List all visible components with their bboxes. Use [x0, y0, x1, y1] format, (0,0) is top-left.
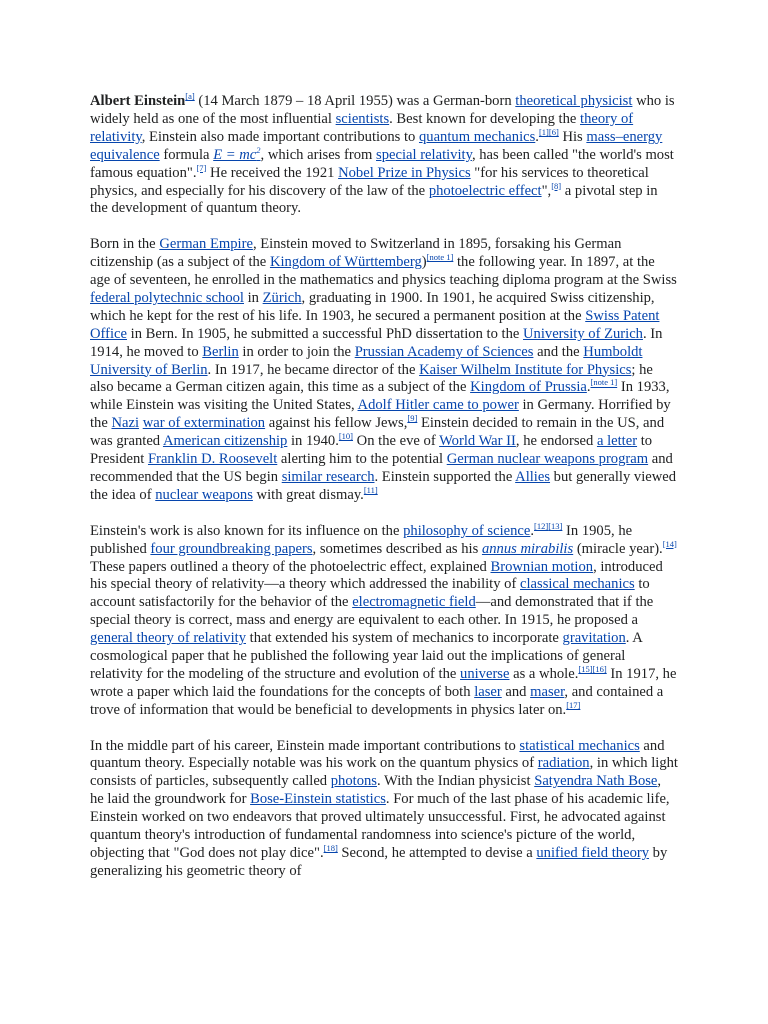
wiki-link[interactable]: Kingdom of Württemberg [269, 254, 422, 271]
wiki-link[interactable]: war of extermination [142, 415, 266, 432]
body-text: ", [541, 182, 552, 199]
body-text: with great dismay. [252, 486, 364, 503]
citation-ref [427, 252, 454, 262]
citation-ref [663, 539, 677, 549]
wiki-link[interactable] [482, 541, 573, 557]
citation-ref [407, 413, 417, 423]
body-text: in Germany. Horrified by the [90, 397, 671, 432]
citation-link[interactable]: [8] [551, 180, 562, 191]
body-text: and quantum theory. Especially notable was his work on the quantum physics of [90, 737, 665, 772]
body-text: . Einstein supported the [374, 469, 516, 486]
citation-link[interactable]: [6] [548, 126, 559, 137]
citation-ref [324, 843, 338, 853]
body-text: formula [159, 146, 214, 163]
body-text: In 1917, he wrote a paper which laid the foundations for the concepts of both [90, 665, 677, 700]
body-text: . [535, 128, 539, 145]
citation-link[interactable]: [1] [538, 126, 549, 137]
body-text: as a whole. [509, 665, 579, 682]
citation-ref [566, 700, 580, 710]
citation-link[interactable]: [18] [323, 843, 338, 854]
wiki-link[interactable]: general theory of relativity [90, 630, 247, 647]
citation-link[interactable]: [15] [578, 664, 593, 675]
citation-link[interactable]: [13] [548, 520, 563, 531]
body-text: , Einstein moved to Switzerland in 1895, forsaking his German citizenship (as a subject of the [90, 236, 622, 271]
body-text: In the middle part of his career, Einstein made important contributions to [90, 737, 520, 754]
wiki-link[interactable]: philosophy of science [403, 522, 531, 539]
wiki-link-label: annus mirabilis [481, 540, 574, 557]
wiki-link[interactable]: a letter [596, 433, 638, 450]
body-text: in Bern. In 1905, he submitted a successful PhD dissertation to the [127, 325, 524, 342]
wiki-link[interactable]: Franklin D. Roosevelt [147, 451, 278, 468]
wiki-link[interactable]: German nuclear weapons program [446, 451, 649, 468]
citation-ref [339, 431, 353, 441]
wiki-link[interactable]: statistical mechanics [519, 737, 640, 754]
paragraph-4 [90, 738, 678, 881]
body-text: . [530, 522, 535, 539]
body-text: a pivotal step in the development of quantum theory. [90, 182, 658, 217]
body-text: in 1940. [287, 433, 339, 450]
wiki-link[interactable]: electromagnetic field [352, 594, 476, 611]
body-text: (14 March 1879 – 18 April 1955) was a German-born [194, 93, 516, 109]
body-text: ) [421, 254, 427, 271]
wiki-link[interactable]: special relativity [376, 146, 472, 163]
body-text: . With the Indian physicist [376, 773, 535, 790]
wiki-link[interactable]: Kaiser Wilhelm Institute for Physics [419, 361, 632, 378]
wiki-link[interactable]: Prussian Academy of Sciences [354, 343, 534, 360]
body-text: These papers outlined a theory of the photoelectric effect, explained [90, 558, 491, 575]
body-text: that extended his system of mechanics to incorporate [246, 630, 563, 647]
body-text: , introduced his special theory of relativity—a theory which addressed the inability of [90, 558, 663, 593]
body-text: Einstein decided to remain in the US, and was granted [90, 415, 665, 450]
citation-ref [549, 127, 559, 137]
citation-ref [551, 181, 561, 191]
wiki-link[interactable]: World War II [439, 433, 516, 450]
body-text: In 1905, he published [90, 522, 633, 557]
wiki-link[interactable]: theory of relativity [90, 110, 634, 145]
body-text: Second, he attempted to devise a [337, 845, 537, 862]
citation-link[interactable]: [17] [566, 699, 581, 710]
citation-ref [593, 664, 607, 674]
wiki-link[interactable]: Humboldt University of Berlin [90, 343, 643, 378]
wiki-link[interactable]: mass–energy equivalence [90, 128, 663, 163]
wiki-link[interactable]: gravitation [562, 630, 626, 647]
body-text: and [501, 683, 531, 700]
body-text: . Best known for developing the [389, 110, 581, 127]
wiki-link[interactable]: Allies [515, 469, 551, 486]
body-text: , graduating in 1900. In 1901, he acquired Swiss citizenship, which he kept for the rest of his life. In 1903, he secured a permanent position at the [90, 289, 655, 324]
article-body [90, 93, 678, 899]
body-text: On the eve of [353, 433, 440, 450]
citation-ref [534, 521, 548, 531]
wiki-link[interactable]: laser [474, 683, 502, 700]
wiki-link[interactable]: four groundbreaking papers [150, 540, 313, 557]
wiki-link[interactable]: photons [330, 773, 377, 790]
citation-ref [578, 664, 592, 674]
body-text: by generalizing his geometric theory of [90, 845, 668, 879]
wiki-link[interactable]: nuclear weapons [155, 486, 253, 503]
body-text: and recommended that the US begin [90, 451, 673, 486]
citation-link[interactable]: [note 1] [426, 252, 454, 263]
wiki-link[interactable]: unified field theory [536, 845, 650, 862]
body-text: , sometimes described as his [312, 540, 482, 557]
citation-link[interactable]: [11] [363, 485, 378, 496]
wiki-link[interactable]: universe [460, 665, 510, 682]
citation-link[interactable]: [a] [185, 91, 195, 102]
citation-ref [548, 521, 562, 531]
wiki-link[interactable]: Kingdom of Prussia [470, 379, 587, 396]
wiki-link[interactable]: Satyendra Nath Bose [534, 773, 658, 790]
citation-ref [196, 163, 206, 173]
body-text: (miracle year). [573, 540, 663, 557]
body-text: "for his services to theoretical physics, and especially for his discovery of the law of the [90, 164, 649, 199]
citation-ref [591, 378, 618, 388]
body-text: . For much of the last phase of his academic life, Einstein worked on two endeavors that proved ultimately unsuccessful. First, he advocated against quantum theory's introduction of fundamental randomness into science's picture of the world, objecting that "God does not play dice". [90, 791, 670, 862]
body-text: , in which light consists of particles, subsequently called [90, 755, 678, 790]
body-text: In 1933, while Einstein was visiting the United States, [90, 379, 670, 414]
body-text: He received the 1921 [206, 164, 339, 181]
body-text: to President [90, 433, 653, 468]
body-text: the following year. In 1897, at the age of seventeen, he enrolled in the mathematics and physics teaching diploma program at the Swiss [90, 254, 677, 289]
paragraph-1 [90, 93, 678, 218]
wiki-link[interactable]: Brownian motion [490, 558, 594, 575]
wiki-link[interactable]: Swiss Patent Office [90, 307, 660, 342]
paragraph-2 [90, 236, 678, 505]
body-text: , which arises from [260, 146, 377, 163]
wiki-link[interactable]: University of Zurich [523, 325, 643, 342]
body-text: in [243, 289, 263, 306]
body-text: Einstein's work is also known for its influence on the [90, 522, 404, 539]
body-text: . In 1914, he moved to [90, 325, 663, 360]
citation-ref [364, 485, 378, 495]
body-text: His [558, 128, 587, 145]
body-text: to account satisfactorily for the behavior of the [90, 576, 650, 611]
body-text: . A cosmological paper that he published the following year laid out the implications of general relativity for the modeling of the structure and evolution of the [90, 630, 642, 682]
wiki-link[interactable]: Adolf Hitler came to power [357, 397, 519, 414]
body-text: and the [533, 343, 584, 360]
wiki-link[interactable]: maser [530, 683, 565, 700]
body-text: but generally viewed the idea of [90, 469, 677, 503]
citation-link[interactable]: [9] [407, 413, 418, 424]
wiki-link[interactable]: German Empire [159, 236, 253, 253]
paragraph-3 [90, 520, 678, 720]
wiki-link[interactable]: similar research [281, 469, 375, 486]
body-text: alerting him to the potential [277, 451, 447, 468]
wiki-link[interactable]: theoretical physicist [515, 93, 633, 109]
citation-link[interactable]: [14] [662, 538, 677, 549]
wiki-link[interactable]: Berlin [202, 343, 239, 360]
wiki-link[interactable]: classical mechanics [520, 576, 635, 593]
wiki-link[interactable]: photoelectric effect [428, 182, 542, 199]
article-subject: Albert Einstein [90, 93, 186, 109]
wiki-link[interactable]: Nobel Prize in Physics [338, 164, 471, 181]
citation-ref [539, 127, 549, 137]
body-text: . [586, 379, 591, 396]
wiki-link[interactable]: quantum mechanics [418, 128, 536, 145]
body-text: . In 1917, he became director of the [207, 361, 420, 378]
body-text: , he laid the groundwork for [90, 773, 662, 808]
wiki-link[interactable]: Bose-Einstein statistics [250, 791, 386, 808]
body-text: , Einstein also made important contributions to [141, 128, 419, 145]
body-text: who is widely held as one of the most influential [90, 93, 675, 127]
body-text: Born in the [90, 236, 160, 253]
wiki-link[interactable]: radiation [537, 755, 590, 772]
citation-link[interactable]: [16] [592, 664, 607, 675]
citation-link[interactable]: [10] [338, 431, 354, 442]
citation-link[interactable]: [7] [196, 162, 207, 173]
body-text: against his fellow Jews, [265, 415, 408, 432]
body-text: , he endorsed [515, 433, 597, 450]
formula-exponent: 2 [256, 144, 261, 155]
wiki-link[interactable]: Zürich [262, 289, 302, 306]
body-text: —and demonstrated that if the special theory is correct, mass and energy are equivalent to each other. In 1915, he proposed a [90, 594, 654, 629]
citation-link[interactable]: [12] [534, 520, 549, 531]
body-text: in order to join the [238, 343, 355, 360]
wiki-link[interactable]: Nazi [111, 415, 140, 432]
body-text: , and contained a trove of information that would be beneficial to developments in physics later on. [90, 683, 664, 718]
body-text: ; he also became a German citizen again, this time as a subject of the [90, 361, 653, 396]
citation-link[interactable]: [note 1] [590, 377, 618, 388]
body-text: , has been called "the world's most famous equation". [90, 146, 674, 181]
wiki-link[interactable]: scientists [335, 110, 390, 127]
citation-ref [185, 91, 194, 101]
formula-text: E = mc [213, 146, 257, 163]
formula-link[interactable] [213, 144, 261, 163]
wiki-link[interactable]: federal polytechnic school [90, 289, 244, 306]
wiki-link[interactable]: American citizenship [162, 433, 288, 450]
